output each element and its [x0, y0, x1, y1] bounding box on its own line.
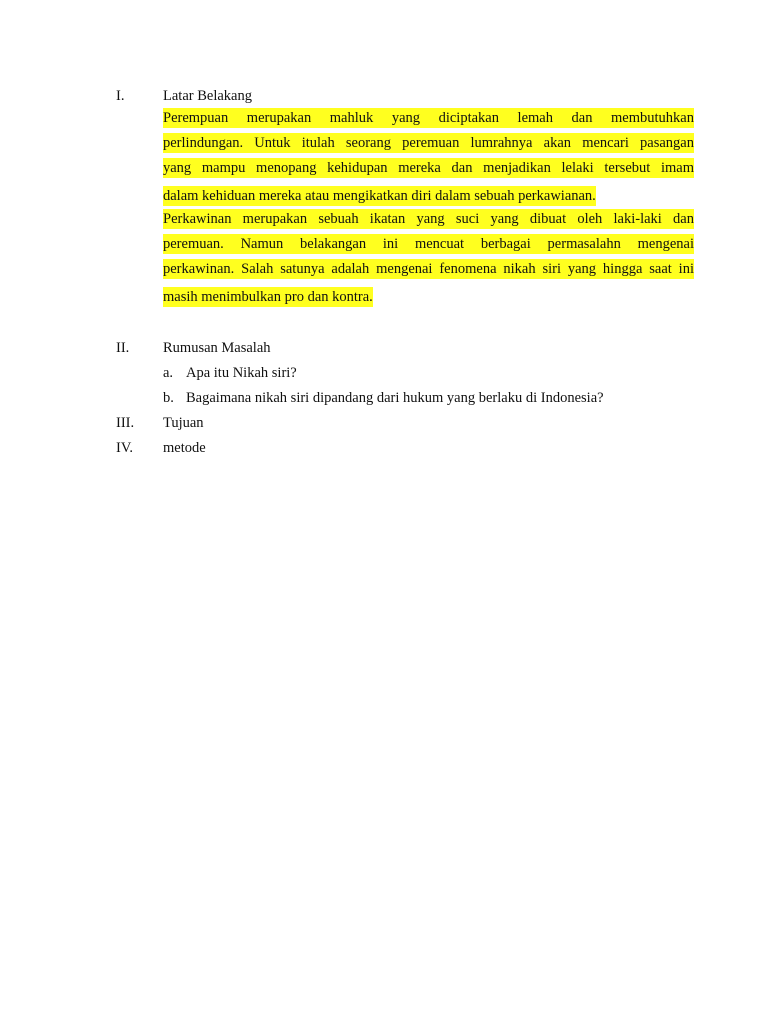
paragraph: [163, 209, 694, 310]
text-line: [163, 285, 694, 310]
section-number: I.: [116, 88, 125, 104]
text-line: [163, 209, 694, 234]
text-line: [163, 184, 694, 209]
highlighted-text: yang mampu menopang kehidupan mereka dan menjadikan lelaki tersebut imam: [163, 160, 694, 177]
list-item-text: Bagaimana nikah siri dipandang dari hukum yang berlaku di Indonesia?: [186, 390, 604, 406]
list-marker: a.: [163, 365, 174, 381]
text-line: [163, 259, 694, 284]
highlighted-text: masih menimbulkan pro dan kontra.: [163, 288, 373, 305]
list-item-text: Apa itu Nikah siri?: [186, 365, 297, 381]
section-heading-latar-belakang: Latar Belakang: [163, 88, 252, 104]
highlighted-text: dalam kehiduan mereka atau mengikatkan diri dalam sebuah perkawianan.: [163, 187, 596, 204]
section-heading-metode: metode: [163, 440, 206, 456]
text-line: [163, 234, 694, 259]
section-heading-tujuan: Tujuan: [163, 415, 204, 431]
highlighted-text: perlindungan. Untuk itulah seorang peremuan lumrahnya akan mencari pasangan: [163, 135, 694, 152]
section-heading-rumusan-masalah: Rumusan Masalah: [163, 340, 271, 356]
section-number: IV.: [116, 440, 134, 456]
highlighted-text: Perkawinan merupakan sebuah ikatan yang suci yang dibuat oleh laki-laki dan: [163, 211, 694, 227]
section-number: II.: [116, 340, 130, 356]
list-item: [163, 364, 297, 382]
text-line: [163, 158, 694, 183]
highlighted-text: peremuan. Namun belakangan ini mencuat berbagai permasalahn mengenai: [163, 236, 694, 253]
text-line: [163, 133, 694, 158]
highlighted-text: Perempuan merupakan mahluk yang diciptakan lemah dan membutuhkan: [163, 110, 694, 126]
list-marker: b.: [163, 390, 174, 406]
highlighted-text: perkawinan. Salah satunya adalah mengenai fenomena nikah siri yang hingga saat ini: [163, 261, 694, 278]
list-item: [163, 389, 604, 407]
paragraph: [163, 108, 694, 209]
section-number: III.: [116, 415, 135, 431]
text-line: [163, 108, 694, 133]
